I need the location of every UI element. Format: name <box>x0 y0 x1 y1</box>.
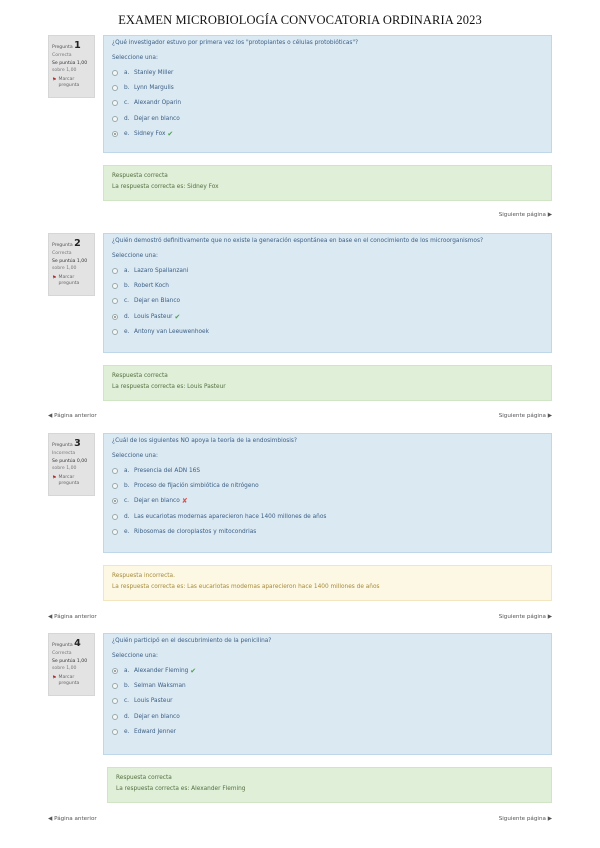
answer-option[interactable]: a. Presencia del ADN 16S <box>112 463 543 478</box>
flag-question-link[interactable] <box>52 475 91 488</box>
answer-option[interactable]: b. Selman Waksman <box>112 678 543 693</box>
answer-option-selected[interactable]: e. Sidney Fox ✔ <box>112 127 543 142</box>
question-4 <box>48 633 552 755</box>
previous-page-link[interactable]: ◀ Página anterior <box>48 816 97 822</box>
question-label: Pregunta <box>52 443 73 448</box>
check-icon: ✔ <box>167 130 174 139</box>
option-label: Stanley Miller <box>134 69 174 76</box>
radio-button[interactable] <box>112 100 118 106</box>
radio-button-selected[interactable] <box>112 131 118 137</box>
option-label: Louis Pasteur <box>134 698 173 705</box>
page-navigation <box>48 816 552 826</box>
option-label: Sidney Fox <box>134 131 166 138</box>
option-label: Ribosomas de cloroplastos y mitocondrias <box>134 529 257 536</box>
question-content <box>103 633 552 755</box>
option-label: Louis Pasteur <box>134 313 173 320</box>
check-icon: ✔ <box>174 312 181 321</box>
answer-option[interactable]: c. Louis Pasteur <box>112 694 543 709</box>
flag-icon: ⚑ <box>52 76 57 83</box>
radio-button[interactable] <box>112 329 118 335</box>
option-label: Proceso de fijación simbiótica de nitrógeno <box>134 483 259 490</box>
feedback-box <box>103 165 552 201</box>
question-max: sobre 1,00 <box>52 266 77 272</box>
previous-page-link[interactable]: ◀ Página anterior <box>48 413 97 419</box>
answer-option[interactable]: c. Dejar en Blanco <box>112 294 543 309</box>
question-text: ¿Qué investigador estuvo por primera vez los "protoplantes o células protobióticas"? <box>112 40 359 46</box>
cross-icon: ✘ <box>181 497 188 506</box>
option-label: Dejar en blanco <box>134 498 180 505</box>
question-info <box>48 433 95 496</box>
question-content <box>103 35 552 153</box>
radio-button[interactable] <box>112 729 118 735</box>
question-info <box>48 233 95 296</box>
answer-prompt: Seleccione una: <box>112 653 158 659</box>
question-number: 4 <box>74 638 81 649</box>
flag-question-link[interactable] <box>52 77 91 90</box>
flag-icon: ⚑ <box>52 474 57 481</box>
radio-button[interactable] <box>112 514 118 520</box>
answer-option[interactable]: d. Dejar en blanco <box>112 111 543 126</box>
feedback-title: Respuesta incorrecta. <box>112 573 175 579</box>
feedback-title: Respuesta correcta <box>112 173 168 179</box>
answer-option-selected[interactable]: c. Dejar en blanco ✘ <box>112 494 543 509</box>
feedback-text: La respuesta correcta es: Alexander Fleming <box>116 786 246 793</box>
radio-button[interactable] <box>112 268 118 274</box>
option-label: Selman Waksman <box>134 683 186 690</box>
answer-option-selected[interactable]: a. Alexander Fleming ✔ <box>112 663 543 678</box>
flag-label: Marcar pregunta <box>58 76 80 89</box>
question-state: Incorrecta <box>52 450 76 456</box>
radio-button[interactable] <box>112 683 118 689</box>
question-max: sobre 1,00 <box>52 68 77 74</box>
answer-option[interactable]: d. Dejar en blanco <box>112 709 543 724</box>
flag-icon: ⚑ <box>52 274 57 281</box>
radio-button[interactable] <box>112 298 118 304</box>
answer-option[interactable]: b. Proceso de fijación simbiótica de nitrógeno <box>112 478 543 493</box>
feedback-text: La respuesta correcta es: Sidney Fox <box>112 184 219 191</box>
question-state: Correcta <box>52 250 72 256</box>
question-score: Se puntúa 1,00 <box>52 659 88 665</box>
page-title: EXAMEN MICROBIOLOGÍA CONVOCATORIA ORDINARIA 2023 <box>118 13 482 27</box>
option-label: Alexander Fleming <box>134 667 189 674</box>
question-number: 1 <box>74 40 81 51</box>
answer-prompt: Seleccione una: <box>112 253 158 259</box>
radio-button-selected[interactable] <box>112 314 118 320</box>
page-navigation <box>48 413 552 423</box>
page-navigation <box>48 614 552 624</box>
flag-icon: ⚑ <box>52 674 57 681</box>
feedback-title: Respuesta correcta <box>116 775 172 781</box>
answer-option[interactable]: a. Stanley Miller <box>112 65 543 80</box>
question-content <box>103 433 552 553</box>
flag-question-link[interactable] <box>52 675 91 688</box>
question-label: Pregunta <box>52 243 73 248</box>
next-page-link[interactable]: Siguiente página ▶ <box>498 212 552 218</box>
question-number: 2 <box>74 238 81 249</box>
question-3 <box>48 433 552 555</box>
feedback-box <box>103 365 552 401</box>
question-max: sobre 1,00 <box>52 666 77 672</box>
radio-button[interactable] <box>112 70 118 76</box>
answer-option[interactable]: e. Edward Jenner <box>112 725 543 740</box>
radio-button[interactable] <box>112 116 118 122</box>
answer-option[interactable]: d. Las eucariotas modernas aparecieron hace 1400 millones de años <box>112 509 543 524</box>
option-label: Antony van Leeuwenhoek <box>134 329 209 336</box>
question-text: ¿Quién demostró definitivamente que no existe la generación espontánea en base en el conocimiento de los microorganismos? <box>112 238 484 244</box>
radio-button[interactable] <box>112 85 118 91</box>
flag-label: Marcar pregunta <box>58 474 80 487</box>
option-label: Dejar en blanco <box>134 115 180 122</box>
question-state: Correcta <box>52 52 72 58</box>
radio-button[interactable] <box>112 283 118 289</box>
next-page-link[interactable]: Siguiente página ▶ <box>498 614 552 620</box>
radio-button[interactable] <box>112 483 118 489</box>
question-2 <box>48 233 552 355</box>
question-text: ¿Cuál de los siguientes NO apoya la teoría de la endosimbiosis? <box>112 438 297 444</box>
option-label: Las eucariotas modernas aparecieron hace 1400 millones de años <box>134 513 327 520</box>
question-text: ¿Quién participó en el descubrimiento de la penicilina? <box>112 638 272 644</box>
option-label: Edward Jenner <box>134 729 177 736</box>
answer-prompt: Seleccione una: <box>112 453 158 459</box>
question-content <box>103 233 552 353</box>
option-label: Dejar en blanco <box>134 713 180 720</box>
answer-option[interactable]: c. Alexandr Oparin <box>112 96 543 111</box>
question-max: sobre 1,00 <box>52 466 77 472</box>
feedback-title: Respuesta correcta <box>112 373 168 379</box>
feedback-box <box>103 565 552 601</box>
answer-option[interactable]: e. Ribosomas de cloroplastos y mitocondrias <box>112 525 543 540</box>
radio-button[interactable] <box>112 714 118 720</box>
question-label: Pregunta <box>52 643 73 648</box>
question-1 <box>48 35 552 157</box>
next-page-link[interactable]: Siguiente página ▶ <box>498 413 552 419</box>
answer-prompt: Seleccione una: <box>112 55 158 61</box>
previous-page-link[interactable]: ◀ Página anterior <box>48 614 97 620</box>
option-label: Lazaro Spallanzani <box>134 267 189 274</box>
feedback-text: La respuesta correcta es: Louis Pasteur <box>112 384 226 391</box>
radio-button-selected[interactable] <box>112 498 118 504</box>
radio-button[interactable] <box>112 698 118 704</box>
answer-option[interactable]: a. Lazaro Spallanzani <box>112 263 543 278</box>
question-state: Correcta <box>52 650 72 656</box>
answer-option[interactable]: b. Robert Koch <box>112 278 543 293</box>
option-label: Alexandr Oparin <box>134 100 182 107</box>
flag-label: Marcar pregunta <box>58 274 80 287</box>
radio-button-selected[interactable] <box>112 668 118 674</box>
answer-option[interactable]: b. Lynn Margulis <box>112 80 543 95</box>
option-label: Robert Koch <box>134 283 169 290</box>
feedback-box <box>107 767 552 803</box>
option-label: Lynn Margulis <box>134 85 174 92</box>
flag-label: Marcar pregunta <box>58 674 80 687</box>
question-info <box>48 633 95 696</box>
radio-button[interactable] <box>112 529 118 535</box>
question-score: Se puntúa 1,00 <box>52 61 88 67</box>
feedback-text: La respuesta correcta es: Las eucariotas modernas aparecieron hace 1400 millones de años <box>112 584 380 591</box>
question-number: 3 <box>74 438 81 449</box>
question-info <box>48 35 95 98</box>
question-label: Pregunta <box>52 45 73 50</box>
check-icon: ✔ <box>190 666 197 675</box>
option-label: Dejar en Blanco <box>134 298 181 305</box>
answer-option-selected[interactable]: d. Louis Pasteur ✔ <box>112 309 543 324</box>
answer-option[interactable]: e. Antony van Leeuwenhoek <box>112 325 543 340</box>
next-page-link[interactable]: Siguiente página ▶ <box>498 816 552 822</box>
question-score: Se puntúa 1,00 <box>52 259 88 265</box>
flag-question-link[interactable] <box>52 275 91 288</box>
radio-button[interactable] <box>112 468 118 474</box>
option-label: Presencia del ADN 16S <box>134 467 201 474</box>
question-score: Se puntúa 0,00 <box>52 459 88 465</box>
page-navigation <box>48 212 552 222</box>
